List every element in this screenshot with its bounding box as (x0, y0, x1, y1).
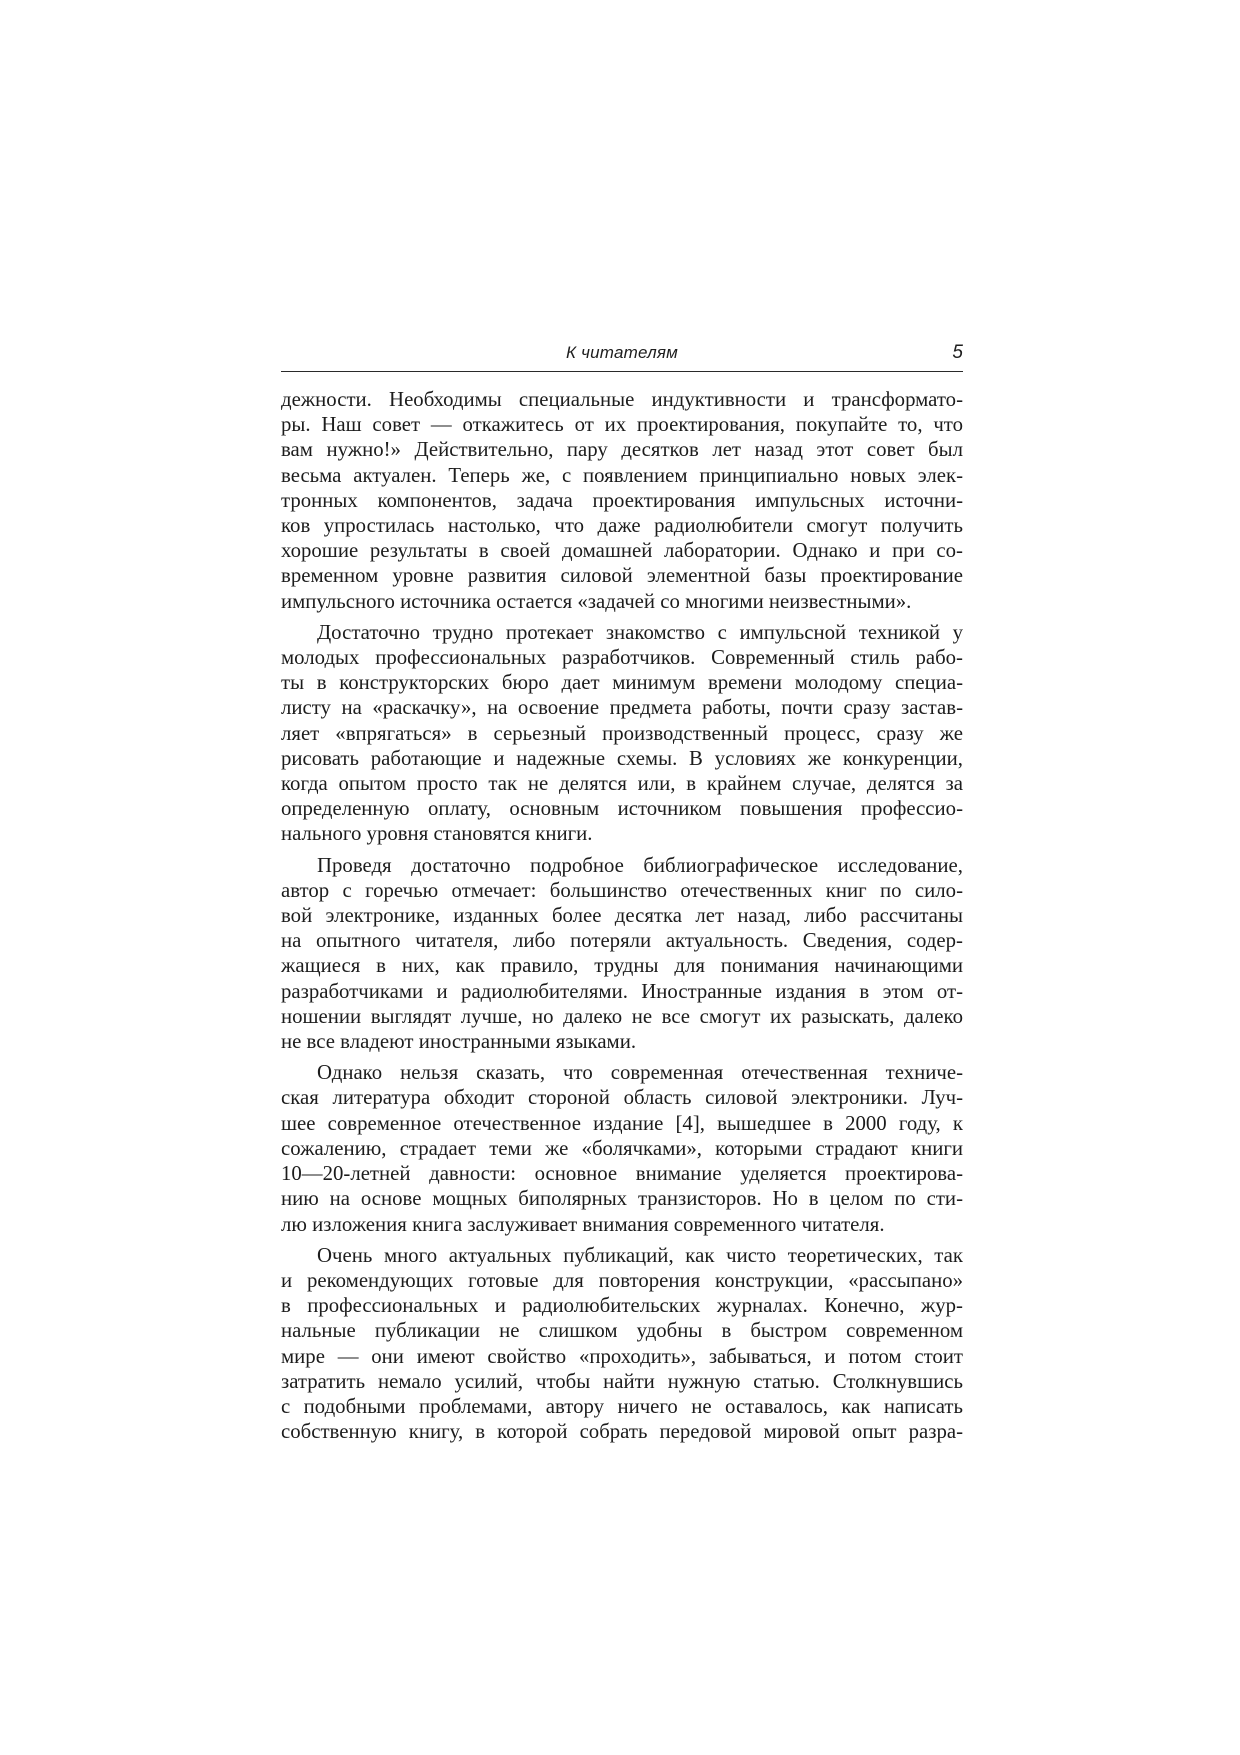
paragraph-4 (281, 1060, 963, 1236)
text-line: шее современное отечественное издание [4], вышедшее в 2000 году, к (281, 1111, 963, 1135)
text-line: 10—20-летней давности: основное внимание уделяется проектирова- (281, 1162, 963, 1186)
text-line: разработчиками и радиолюбителями. Иностранные издания в этом от- (281, 979, 963, 1003)
text-line: мире — они имеют свойство «проходить», забываться, и потом стоит (281, 1344, 963, 1368)
paragraph-3 (281, 853, 963, 1055)
text-line: сожалению, страдает теми же «болячками», которыми страдают книги (281, 1136, 963, 1160)
text-line: Очень много актуальных публикаций, как чисто теоретических, так (317, 1243, 963, 1267)
text-line: Однако нельзя сказать, что современная отечественная техниче- (317, 1061, 963, 1085)
paragraph-5 (281, 1243, 963, 1445)
text-line: на опытного читателя, либо потеряли актуальность. Сведения, содер- (281, 929, 963, 953)
text-line: не все владеют иностранными языками. (281, 1030, 637, 1054)
text-line: собственную книгу, в которой собрать передовой мировой опыт разра- (281, 1420, 963, 1444)
text-line: Проведя достаточно подробное библиографическое исследование, (317, 853, 963, 877)
text-line: нию на основе мощных биполярных транзисторов. Но в целом по сти- (281, 1187, 963, 1211)
text-line: вам нужно!» Действительно, пару десятков лет назад этот совет был (281, 438, 963, 462)
text-line: хорошие результаты в своей домашней лаборатории. Однако и при со- (281, 539, 963, 563)
text-line: жащиеся в них, как правило, трудны для понимания начинающими (281, 954, 963, 978)
text-line: молодых профессиональных разработчиков. Современный стиль рабо- (281, 646, 963, 670)
page-number: 5 (952, 342, 963, 363)
text-line: нального уровня становятся книги. (281, 822, 593, 846)
text-line: с подобными проблемами, автору ничего не оставалось, как написать (281, 1394, 963, 1418)
running-header (281, 340, 963, 372)
text-line: затратить немало усилий, чтобы найти нужную статью. Столкнувшись (281, 1369, 963, 1393)
running-title: К читателям (566, 343, 678, 362)
text-line: ляет «впрягаться» в серьезный производственный процесс, сразу же (281, 721, 963, 745)
text-line: ты в конструкторских бюро дает минимум времени молодому специа- (281, 671, 963, 695)
text-line: ношении выглядят лучше, но далеко не все смогут их разыскать, далеко (281, 1004, 963, 1028)
text-line: когда опытом просто так не делятся или, в крайнем случае, делятся за (281, 772, 963, 796)
text-line: нальные публикации не слишком удобны в быстром современном (281, 1319, 963, 1343)
text-line: листу на «раскачку», на освоение предмета работы, почти сразу застав- (281, 696, 963, 720)
text-line: дежности. Необходимы специальные индуктивности и трансформато- (281, 388, 963, 411)
text-line: в профессиональных и радиолюбительских журналах. Конечно, жур- (281, 1294, 963, 1318)
text-line: импульсного источника остается «задачей со многими неизвестными». (281, 589, 912, 613)
text-line: весьма актуален. Теперь же, с появлением принципиально новых элек- (281, 463, 963, 487)
text-line: определенную оплату, основным источником повышения профессио- (281, 797, 963, 821)
text-line: автор с горечью отмечает: большинство отечественных книг по сило- (281, 878, 963, 902)
text-line: и рекомендующих готовые для повторения конструкции, «рассыпано» (281, 1268, 963, 1292)
text-line: ков упростилась настолько, что даже радиолюбители смогут получить (281, 514, 963, 538)
paragraph-2 (281, 620, 963, 847)
text-line: лю изложения книга заслуживает внимания современного читателя. (281, 1212, 885, 1236)
paragraph-1 (281, 387, 963, 614)
text-line: Достаточно трудно протекает знакомство с импульсной техникой у (317, 620, 963, 644)
text-line: вой электронике, изданных более десятка лет назад, либо рассчитаны (281, 904, 963, 928)
text-line: тронных компонентов, задача проектирования импульсных источни- (281, 488, 963, 512)
text-line: временном уровне развития силовой элементной базы проектирование (281, 564, 963, 588)
text-line: ры. Наш совет — откажитесь от их проектирования, покупайте то, что (281, 413, 963, 437)
body-text (281, 387, 963, 1450)
text-line: ская литература обходит стороной область силовой электроники. Луч- (281, 1086, 963, 1110)
text-line: рисовать работающие и надежные схемы. В условиях же конкуренции, (281, 746, 963, 770)
